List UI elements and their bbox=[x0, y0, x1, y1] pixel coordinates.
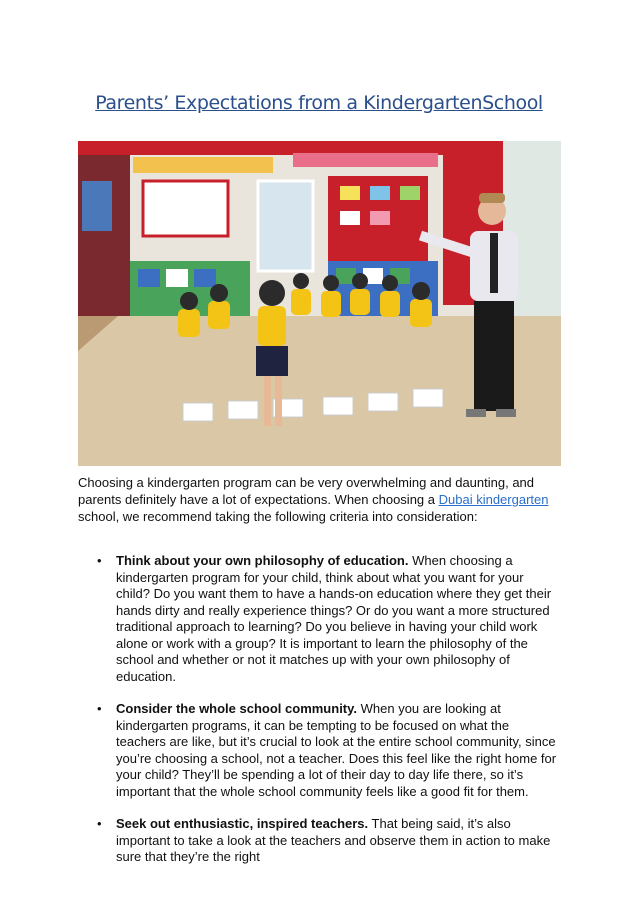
intro-paragraph bbox=[78, 474, 558, 525]
intro-text-after-link: school, we recommend taking the following criteria into consideration: bbox=[78, 509, 478, 524]
classroom-photo bbox=[78, 141, 561, 466]
list-item-text: When choosing a kindergarten program for your child, think about what you want for your child? Do you want them to have a hands-on education where they get their hands dirty and really experience things? Or do you want a more structured traditional approach to learning? Do you believe in having your child work alone or work with a group? It is important to learn the philosophy of the school and whether or not it matches up with your own philosophy of education. bbox=[116, 553, 552, 684]
list-item bbox=[78, 701, 558, 800]
criteria-list bbox=[78, 553, 558, 866]
dubai-kindergarten-link[interactable]: Dubai kindergarten bbox=[438, 492, 549, 507]
list-item bbox=[78, 816, 558, 866]
list-item bbox=[78, 553, 558, 685]
document-title: Parents’ Expectations from a KindergartenSchool bbox=[95, 92, 543, 114]
list-item-text: When you are looking at kindergarten programs, it can be tempting to be focused on what the teachers are like, but it’s crucial to look at the entire school community, since you’re choosing a school, not a teacher. Does this feel like the right home for your child? They’ll be spending a lot of their day to day life there, so it’s important that the whole school community feels like a good fit for them. bbox=[116, 701, 557, 799]
bullet-icon: • bbox=[97, 816, 102, 831]
bullet-icon: • bbox=[97, 701, 102, 716]
bullet-icon: • bbox=[97, 553, 102, 568]
list-item-heading: Consider the whole school community. bbox=[116, 701, 358, 716]
list-item-heading: Think about your own philosophy of education. bbox=[116, 553, 409, 568]
intro-text-before-link: Choosing a kindergarten program can be very overwhelming and daunting, and parents definitely have a lot of expectations. When choosing a bbox=[78, 475, 535, 507]
list-item-text: That being said, it’s also important to take a look at the teachers and observe them in action to make sure that they’re the right bbox=[116, 816, 551, 864]
list-item-heading: Seek out enthusiastic, inspired teachers. bbox=[116, 816, 369, 831]
